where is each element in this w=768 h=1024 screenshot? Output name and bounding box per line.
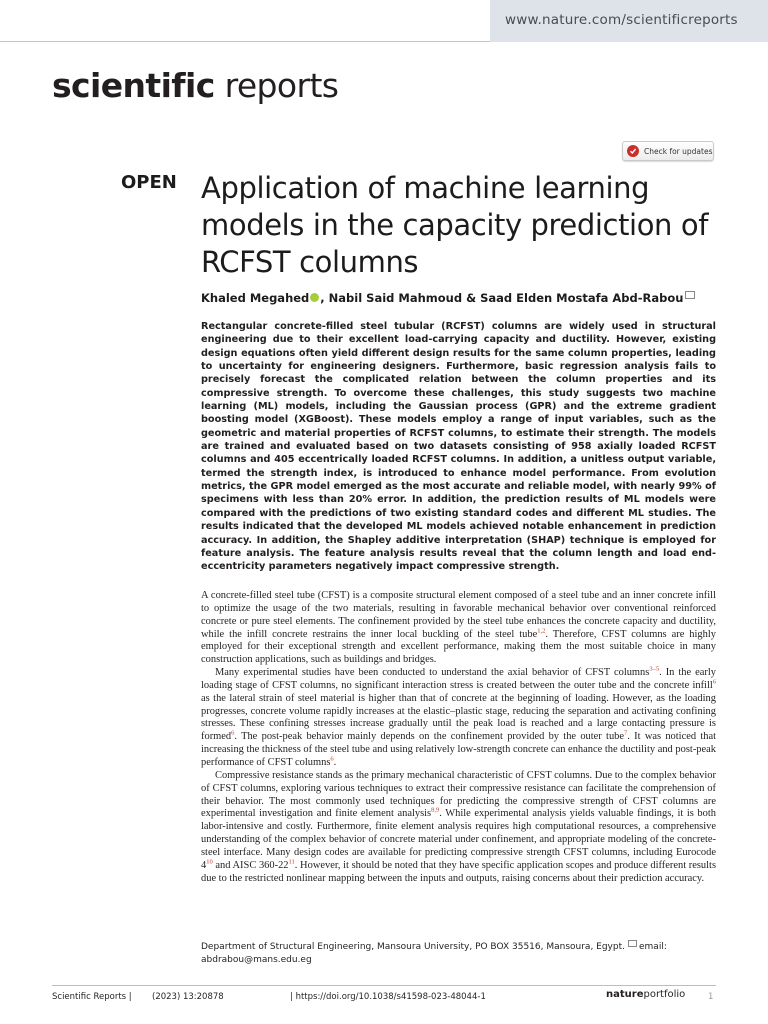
affiliation-note bbox=[201, 940, 719, 967]
url-bar-rule bbox=[0, 41, 490, 42]
paragraph-text: . In the early loading stage of CFST columns, no significant interaction stress is created between the outer tube and the concrete infill bbox=[201, 667, 716, 691]
author-name[interactable]: Khaled Megahed bbox=[201, 291, 310, 305]
author-names-rest[interactable]: , Nabil Said Mahmoud & Saad Elden Mostafa Abd-Rabou bbox=[320, 291, 684, 305]
abstract: Rectangular concrete-filled steel tubular (RCFST) columns are widely used in structural engineering due to their excellent load-carrying capacity and ductility. However, existing design equations often yield different design results for the same column properties, leading to uncertainty for engineering designers. Furthermore, basic regression analysis fails to precisely forecast the complicated relation between the column properties and its compressive strength. To overcome these challenges, this study suggests two machine learning (ML) models, including the Gaussian process (GPR) and the extreme gradient boosting model (XGBoost). These models employ a range of input variables, such as the geometric and material properties of RCFST columns, to estimate their strength. The models are trained and evaluated based on two datasets consisting of 958 axially loaded RCFST columns and 405 eccentrically loaded RCFST columns. In addition, a unitless output variable, termed the strength index, is introduced to enhance model performance. From evolution metrics, the GPR model emerged as the most accurate and reliable model, with nearly 99% of specimens with less than 20% error. In addition, the prediction results of ML models were compared with the predictions of two existing standard codes and different ML studies. The results indicated that the developed ML models achieved notable enhancement in prediction accuracy. In addition, the Shapley additive interpretation (SHAP) technique is employed for feature analysis. The feature analysis results reveal that the column length and load end-eccentricity parameters negatively impact compressive strength. bbox=[201, 321, 716, 573]
crossmark-icon bbox=[627, 145, 639, 157]
paragraph-text: as the lateral strain of steel material is higher than that of concrete at the beginning of loading. However, as the loading progresses, concrete volume rapidly increases at the elastic–plastic stage, reducing the separation and activating confining stresses. These confining stresses increase gradually until the peak load is reached and a large contacting pressure is formed bbox=[201, 692, 716, 743]
reference-link[interactable]: 1,2 bbox=[537, 627, 546, 635]
nature-portfolio-logo bbox=[606, 989, 685, 1000]
journal-logo-bold: scientific bbox=[52, 66, 215, 105]
reference-link[interactable]: 6 bbox=[330, 755, 334, 763]
page-number: 1 bbox=[708, 992, 714, 1002]
email-icon[interactable] bbox=[685, 291, 695, 299]
footer-journal: Scientific Reports | bbox=[52, 992, 132, 1002]
paragraph-text: . It was noticed that increasing the thickness of the steel tube and using relatively low-strength concrete can enhance the ductility and post-peak performance of CFST columns bbox=[201, 731, 716, 768]
reference-link[interactable]: 8,9 bbox=[431, 806, 440, 814]
reference-link[interactable]: 10 bbox=[206, 858, 213, 866]
corresponding-email-link[interactable]: email: abdrabou@mans.edu.eg bbox=[201, 942, 667, 965]
orcid-icon[interactable] bbox=[310, 293, 319, 302]
open-access-label: OPEN bbox=[121, 172, 177, 193]
reference-link[interactable]: 6 bbox=[231, 729, 235, 737]
check-for-updates-button[interactable] bbox=[622, 141, 714, 161]
body-paragraph bbox=[201, 667, 716, 770]
article-body bbox=[201, 590, 716, 885]
reference-link[interactable]: 3–5 bbox=[649, 665, 660, 673]
email-icon bbox=[628, 940, 637, 947]
article-title: Application of machine learning models in the capacity prediction of RCFST columns bbox=[201, 171, 709, 279]
paragraph-text: and AISC 360-22 bbox=[212, 859, 289, 871]
publisher-light: portfolio bbox=[643, 989, 686, 1000]
top-url-bar bbox=[0, 0, 768, 42]
author-list bbox=[201, 291, 695, 305]
paragraph-text: . While experimental analysis yields valuable findings, it is both labor-intensive and costly. Furthermore, finite element analysis requires high computational resources, a comprehensive understanding of the complex behavior of concrete material under confinement, and appropriate modeling of the concrete-steel interface. Many design codes are available for predicting compressive strength CFST columns, including Eurocode 4 bbox=[201, 808, 716, 871]
journal-url-link[interactable]: www.nature.com/scientificreports bbox=[505, 12, 738, 28]
paragraph-text: A concrete-filled steel tube (CFST) is a composite structural element composed of a steel tube and an inner concrete infill to optimize the usage of the two materials, resulting in favorable mechanical behavior over conventional reinforced concrete or pure steel elements. The confinement provided by the steel tube enhances the concrete capacity and ductility, while the infill concrete restrains the inner local buckling of the steel tube bbox=[201, 590, 716, 640]
footer-doi-link[interactable]: | https://doi.org/10.1038/s41598-023-48044-1 bbox=[290, 992, 486, 1002]
paragraph-text: . bbox=[333, 756, 337, 768]
paragraph-text: . The post-peak behavior mainly depends on the confinement provided by the outer tube bbox=[234, 731, 625, 743]
body-paragraph bbox=[201, 590, 716, 667]
paragraph-text: Compressive resistance stands as the primary mechanical characteristic of CFST columns. Due to the complex behavior of CFST columns, exploring various techniques to extract their compressive resistance can facilitate the comprehension of their behavior. The most commonly used techniques for predicting the compressive strength of CFST columns are experimental investigation and finite element analysis bbox=[201, 769, 716, 820]
publisher-bold: nature bbox=[606, 989, 644, 1000]
paragraph-text: . However, it should be noted that they have specific application scopes and produce different results due to the restricted nonlinear mapping between the inputs and outputs, raising concerns about their prediction accuracy. bbox=[201, 859, 717, 884]
paragraph-text: Many experimental studies have been conducted to understand the axial behavior of CFST columns bbox=[215, 667, 650, 679]
reference-link[interactable]: 7 bbox=[624, 729, 628, 737]
journal-logo[interactable] bbox=[52, 66, 338, 105]
footer-rule bbox=[52, 985, 716, 986]
footer-volume: (2023) 13:20878 bbox=[152, 992, 224, 1002]
journal-logo-light: reports bbox=[214, 66, 339, 105]
body-paragraph bbox=[201, 770, 716, 886]
affiliation-text: Department of Structural Engineering, Mansoura University, PO BOX 35516, Mansoura, Egypt. bbox=[201, 942, 625, 952]
paragraph-text: . Therefore, CFST columns are highly employed for their exceptional strength and excellent performance, making them the most suitable choice in many construction applications, such as buildings and bridges. bbox=[201, 628, 716, 666]
reference-link[interactable]: 11 bbox=[288, 858, 295, 866]
reference-link[interactable]: 6 bbox=[712, 678, 716, 686]
check-for-updates-label: Check for updates bbox=[644, 146, 713, 156]
